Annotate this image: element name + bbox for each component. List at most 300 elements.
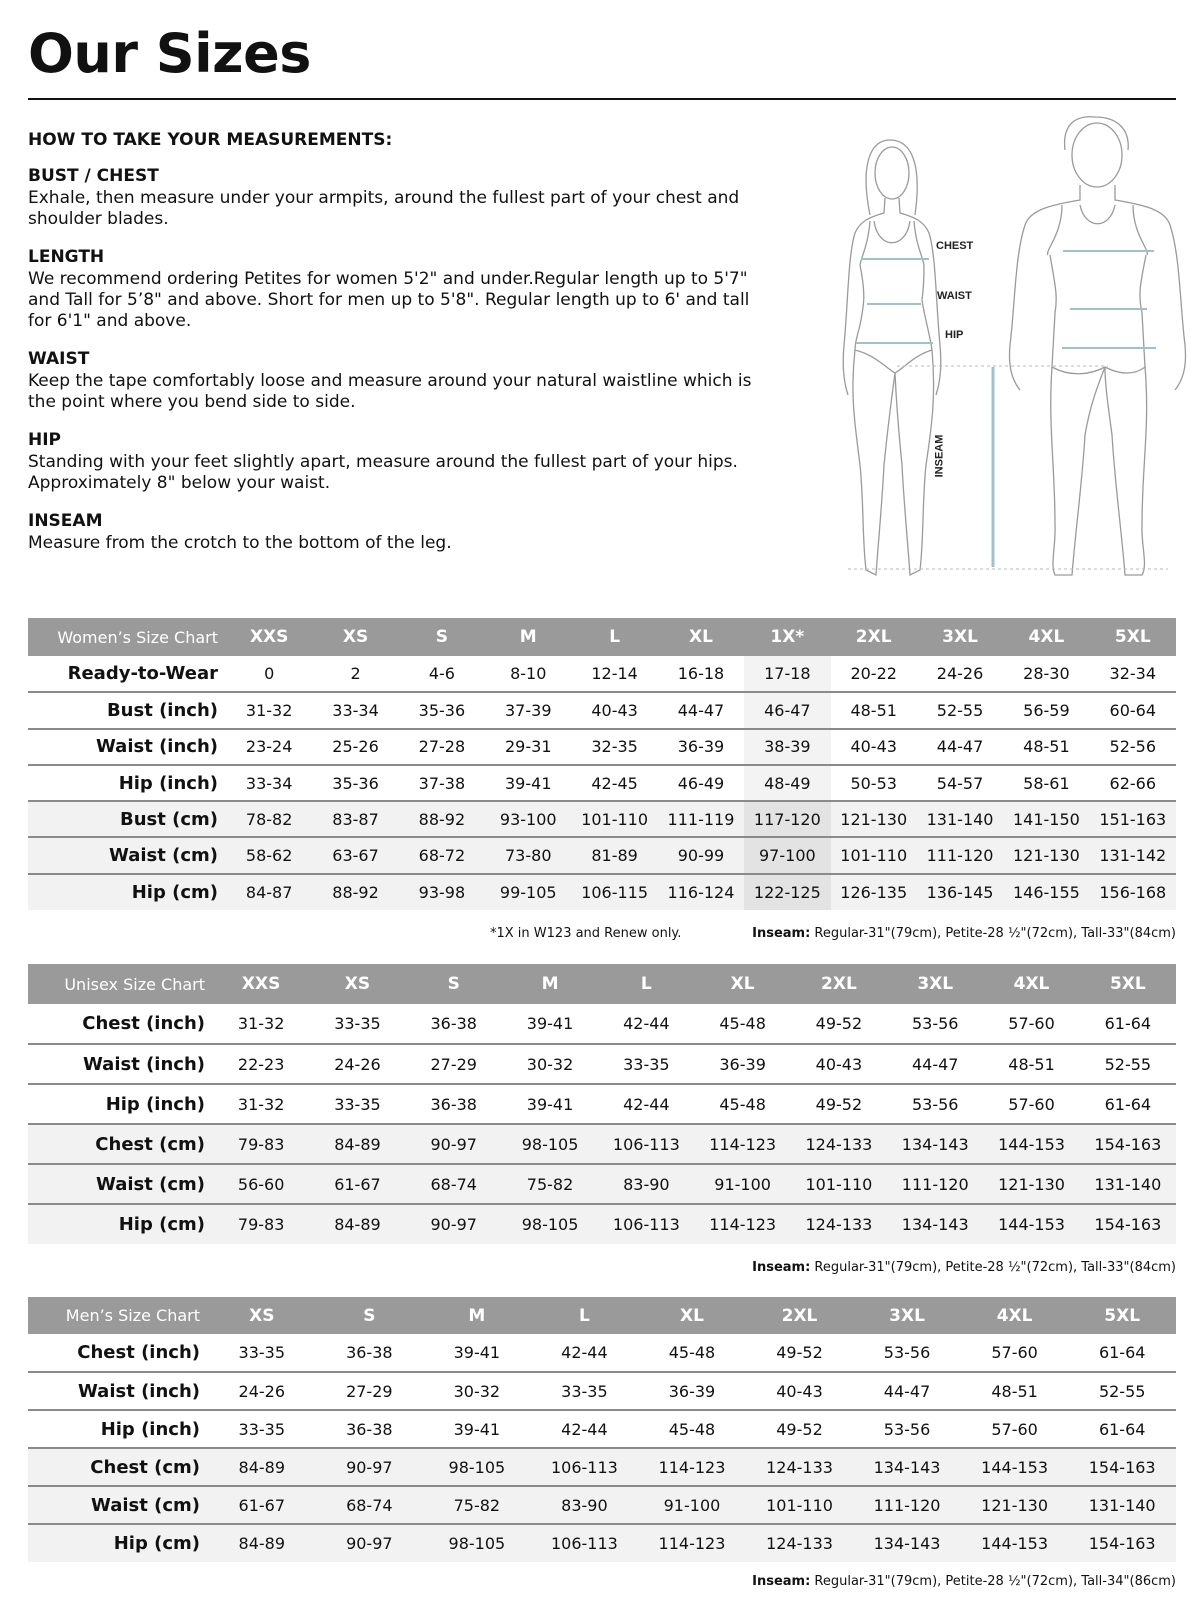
- table-row: [28, 1448, 1176, 1486]
- size-header: 2XL: [746, 1297, 854, 1334]
- table-cell: 61-64: [1080, 1084, 1176, 1124]
- size-header: XS: [208, 1297, 316, 1334]
- table-cell: 154-163: [1080, 1204, 1176, 1244]
- table-cell: 37-38: [399, 765, 485, 801]
- table-row: [28, 1124, 1176, 1164]
- row-label: Waist (inch): [28, 1372, 208, 1410]
- row-label: Hip (cm): [28, 1524, 208, 1562]
- table-row: [28, 1524, 1176, 1562]
- size-header: XL: [658, 618, 744, 656]
- table-cell: 31-32: [213, 1084, 309, 1124]
- size-header: S: [406, 964, 502, 1004]
- section-text: Exhale, then measure under your armpits, around the fullest part of your chest and shoulder blades.: [28, 188, 740, 229]
- chest-label: CHEST: [936, 240, 974, 252]
- table-cell: 116-124: [658, 874, 744, 910]
- table-cell: 84-89: [208, 1448, 316, 1486]
- table-cell: 124-133: [791, 1204, 887, 1244]
- table-cell: 88-92: [312, 874, 398, 910]
- chart-title: Women’s Size Chart: [28, 618, 226, 656]
- table-cell: 36-39: [638, 1372, 746, 1410]
- table-cell: 16-18: [677, 664, 725, 684]
- table-cell: 90-99: [658, 837, 744, 873]
- table-cell: 84-89: [208, 1524, 316, 1562]
- size-header: XS: [309, 964, 405, 1004]
- size-header: 3XL: [887, 964, 983, 1004]
- table-row: [28, 1044, 1176, 1084]
- table-cell: 48-51: [983, 1044, 1079, 1084]
- table-cell: 111-120: [917, 837, 1003, 873]
- table-row: [28, 1204, 1176, 1244]
- table-cell: 42-44: [531, 1410, 639, 1448]
- table-cell: 68-74: [406, 1164, 502, 1204]
- row-label: Waist (cm): [28, 837, 226, 873]
- size-header: 4XL: [961, 1297, 1069, 1334]
- table-cell: 46-49: [658, 765, 744, 801]
- table-cell: 42-44: [598, 1084, 694, 1124]
- table-cell: 39-41: [526, 1014, 574, 1033]
- table-cell: 134-143: [853, 1524, 961, 1562]
- row-label: Hip (inch): [28, 1410, 208, 1448]
- table-cell: 90-97: [406, 1204, 502, 1244]
- table-row: [28, 692, 1176, 728]
- table-cell: 27-29: [406, 1044, 502, 1084]
- table-cell: 49-52: [746, 1410, 854, 1448]
- row-label: Bust (cm): [28, 801, 226, 837]
- size-header: S: [316, 1297, 424, 1334]
- table-row: [28, 1486, 1176, 1524]
- size-header: 5XL: [1080, 964, 1176, 1004]
- table-cell: 56-59: [1003, 692, 1089, 728]
- table-cell: 101-110: [571, 801, 657, 837]
- table-cell: 36-38: [346, 1343, 393, 1362]
- table-cell: 40-43: [746, 1372, 854, 1410]
- table-header-row: [28, 1297, 1176, 1334]
- womens-size-chart-table: [28, 618, 1176, 910]
- table-cell: 63-67: [312, 837, 398, 873]
- inseam-note: [752, 926, 1176, 941]
- table-cell: 79-83: [213, 1124, 309, 1164]
- table-cell: 44-47: [853, 1372, 961, 1410]
- size-header: M: [502, 964, 598, 1004]
- size-header: S: [399, 618, 485, 656]
- table-cell: 39-41: [502, 1084, 598, 1124]
- size-header: L: [571, 618, 657, 656]
- size-header: 1X*: [744, 618, 830, 656]
- table-cell: 93-100: [485, 801, 571, 837]
- instructions-heading: HOW TO TAKE YOUR MEASUREMENTS:: [28, 130, 393, 150]
- table-cell: 33-35: [598, 1044, 694, 1084]
- table-cell: 39-41: [485, 765, 571, 801]
- table-cell: 25-26: [312, 729, 398, 765]
- table-cell: 28-30: [1023, 664, 1070, 684]
- table-cell: 49-52: [791, 1084, 887, 1124]
- table-cell: 32-35: [571, 729, 657, 765]
- size-header: 2XL: [831, 618, 917, 656]
- table-cell: 58-62: [226, 837, 312, 873]
- table-cell: 90-97: [316, 1524, 424, 1562]
- table-cell: 35-36: [399, 692, 485, 728]
- table-cell: 24-26: [936, 664, 984, 684]
- table-row: [28, 656, 1176, 692]
- section-title: BUST / CHEST: [28, 166, 159, 186]
- table-cell: 40-43: [831, 729, 917, 765]
- table-cell: 62-66: [1090, 765, 1176, 801]
- table-cell: 39-41: [423, 1410, 531, 1448]
- table-cell: 73-80: [485, 837, 571, 873]
- table-cell: 44-47: [887, 1044, 983, 1084]
- inseam-note: [752, 1574, 1176, 1589]
- table-cell: 61-64: [1098, 1343, 1146, 1362]
- table-cell: 38-39: [744, 729, 830, 765]
- table-row: [28, 765, 1176, 801]
- table-cell: 121-130: [831, 801, 917, 837]
- table-cell: 134-143: [887, 1124, 983, 1164]
- table-cell: 48-51: [1003, 729, 1089, 765]
- table-cell: 124-133: [746, 1524, 854, 1562]
- section-waist: [28, 349, 768, 413]
- section-title: HIP: [28, 430, 62, 450]
- table-cell: 117-120: [744, 801, 830, 837]
- table-cell: 98-105: [502, 1124, 598, 1164]
- chart-title: Men’s Size Chart: [28, 1297, 208, 1334]
- table-cell: 4-6: [428, 664, 455, 684]
- table-cell: 32-34: [1109, 664, 1157, 684]
- row-label: Waist (cm): [28, 1486, 208, 1524]
- table-cell: 79-83: [213, 1204, 309, 1244]
- table-cell: 136-145: [917, 874, 1003, 910]
- table-cell: 111-120: [887, 1164, 983, 1204]
- table-row: [28, 1164, 1176, 1204]
- table-cell: 17-18: [744, 656, 830, 692]
- table-cell: 36-38: [406, 1084, 502, 1124]
- table-row: [28, 801, 1176, 837]
- table-cell: 144-153: [961, 1524, 1069, 1562]
- table-cell: 106-113: [598, 1204, 694, 1244]
- table-cell: 44-47: [917, 729, 1003, 765]
- table-cell: 144-153: [961, 1448, 1069, 1486]
- table-cell: 33-34: [312, 692, 398, 728]
- measurement-instructions: [28, 130, 768, 571]
- table-cell: 23-24: [226, 729, 312, 765]
- man-figure-icon: [1009, 117, 1185, 575]
- table-cell: 111-119: [658, 801, 744, 837]
- inseam-note-text: Regular-31"(79cm), Petite-28 ½"(72cm), Tall-33"(84cm): [810, 926, 1176, 941]
- row-label: Bust (inch): [28, 692, 226, 728]
- size-header: 5XL: [1090, 618, 1176, 656]
- table-cell: 121-130: [983, 1164, 1079, 1204]
- table-cell: 37-39: [485, 692, 571, 728]
- table-cell: 93-98: [399, 874, 485, 910]
- row-label: Ready-to-Wear: [67, 663, 218, 685]
- table-cell: 30-32: [423, 1372, 531, 1410]
- table-cell: 52-56: [1090, 729, 1176, 765]
- table-cell: 61-64: [1068, 1410, 1176, 1448]
- table-cell: 98-105: [423, 1524, 531, 1562]
- size-header: 3XL: [853, 1297, 961, 1334]
- table-cell: 53-56: [911, 1014, 959, 1033]
- table-cell: 141-150: [1003, 801, 1089, 837]
- section-title: LENGTH: [28, 247, 105, 267]
- table-cell: 90-97: [316, 1448, 424, 1486]
- table-cell: 33-35: [309, 1084, 405, 1124]
- table-cell: 83-90: [531, 1486, 639, 1524]
- table-cell: 90-97: [406, 1124, 502, 1164]
- table-header-row: [28, 618, 1176, 656]
- table-cell: 42-45: [571, 765, 657, 801]
- table-cell: 101-110: [746, 1486, 854, 1524]
- table-cell: 97-100: [744, 837, 830, 873]
- table-cell: 35-36: [312, 765, 398, 801]
- waist-label: WAIST: [937, 290, 972, 302]
- table-cell: 124-133: [746, 1448, 854, 1486]
- table-cell: 154-163: [1068, 1524, 1176, 1562]
- table-cell: 45-48: [694, 1084, 790, 1124]
- row-label: Waist (cm): [28, 1164, 213, 1204]
- row-label: Hip (cm): [28, 1204, 213, 1244]
- table-cell: 75-82: [423, 1486, 531, 1524]
- table-cell: 124-133: [791, 1124, 887, 1164]
- table-cell: 101-110: [831, 837, 917, 873]
- table-cell: 154-163: [1068, 1448, 1176, 1486]
- size-header: XXS: [226, 618, 312, 656]
- row-label: Chest (inch): [77, 1342, 200, 1363]
- inseam-note-text: Regular-31"(79cm), Petite-28 ½"(72cm), Tall-33"(84cm): [810, 1260, 1176, 1275]
- table-cell: 36-39: [658, 729, 744, 765]
- table-row: [28, 1372, 1176, 1410]
- table-cell: 75-82: [502, 1164, 598, 1204]
- table-cell: 33-35: [238, 1343, 286, 1362]
- section-text: Measure from the crotch to the bottom of the leg.: [28, 533, 452, 553]
- page-title: Our Sizes: [28, 22, 311, 85]
- table-cell: 53-56: [853, 1410, 961, 1448]
- inseam-label: INSEAM: [933, 434, 946, 478]
- section-title: INSEAM: [28, 511, 103, 531]
- table-cell: 52-55: [1080, 1044, 1176, 1084]
- table-cell: 144-153: [983, 1204, 1079, 1244]
- table-cell: 114-123: [694, 1124, 790, 1164]
- table-row: [28, 1084, 1176, 1124]
- woman-measure-lines: [856, 259, 933, 343]
- table-row: [28, 729, 1176, 765]
- size-header: XS: [312, 618, 398, 656]
- table-cell: 22-23: [213, 1044, 309, 1084]
- size-header: 4XL: [1003, 618, 1089, 656]
- table-cell: 27-29: [316, 1372, 424, 1410]
- table-cell: 0: [264, 664, 275, 684]
- table-cell: 45-48: [638, 1410, 746, 1448]
- table-cell: 31-32: [237, 1014, 285, 1033]
- table-cell: 12-14: [591, 664, 638, 684]
- table-cell: 126-135: [831, 874, 917, 910]
- size-header: L: [531, 1297, 639, 1334]
- table-cell: 45-48: [668, 1343, 716, 1362]
- size-header: XXS: [213, 964, 309, 1004]
- table-cell: 114-123: [638, 1448, 746, 1486]
- hip-label: HIP: [945, 329, 964, 341]
- table-cell: 36-39: [694, 1044, 790, 1084]
- table-cell: 27-28: [399, 729, 485, 765]
- table-cell: 154-163: [1080, 1124, 1176, 1164]
- table-row: [28, 1004, 1176, 1044]
- woman-figure-icon: [843, 140, 941, 575]
- table-cell: 50-53: [831, 765, 917, 801]
- row-label: Hip (inch): [28, 765, 226, 801]
- table-cell: 57-60: [983, 1084, 1079, 1124]
- table-cell: 58-61: [1003, 765, 1089, 801]
- mens-size-chart-table: [28, 1297, 1176, 1562]
- section-hip: [28, 430, 768, 494]
- inseam-note-label: Inseam:: [752, 1574, 811, 1589]
- table-cell: 106-113: [598, 1124, 694, 1164]
- table-row: [28, 1410, 1176, 1448]
- table-cell: 84-89: [309, 1124, 405, 1164]
- size-header: 4XL: [983, 964, 1079, 1004]
- row-label: Chest (cm): [28, 1448, 208, 1486]
- table-cell: 61-67: [309, 1164, 405, 1204]
- table-cell: 40-43: [791, 1044, 887, 1084]
- table-cell: 68-74: [316, 1486, 424, 1524]
- table-cell: 33-34: [226, 765, 312, 801]
- table-cell: 121-130: [1003, 837, 1089, 873]
- table-cell: 42-44: [623, 1014, 670, 1033]
- table-cell: 24-26: [208, 1372, 316, 1410]
- table-cell: 98-105: [423, 1448, 531, 1486]
- table-header-row: [28, 964, 1176, 1004]
- section-text: Standing with your feet slightly apart, measure around the fullest part of your hips. Approximately 8" below your waist.: [28, 452, 738, 493]
- table-cell: 121-130: [961, 1486, 1069, 1524]
- table-cell: 134-143: [887, 1204, 983, 1244]
- section-bust-chest: [28, 166, 768, 230]
- table-cell: 106-115: [571, 874, 657, 910]
- table-cell: 91-100: [638, 1486, 746, 1524]
- table-cell: 57-60: [1008, 1014, 1055, 1033]
- table-cell: 36-38: [316, 1410, 424, 1448]
- table-cell: 144-153: [983, 1124, 1079, 1164]
- table-cell: 33-35: [531, 1372, 639, 1410]
- row-label: Hip (cm): [28, 874, 226, 910]
- table-cell: 33-35: [334, 1014, 381, 1033]
- row-label: Hip (inch): [28, 1084, 213, 1124]
- row-label: Chest (cm): [28, 1124, 213, 1164]
- table-cell: 156-168: [1090, 874, 1176, 910]
- table-cell: 131-142: [1090, 837, 1176, 873]
- man-measure-lines: [1062, 251, 1156, 348]
- table-cell: 83-87: [312, 801, 398, 837]
- table-cell: 98-105: [502, 1204, 598, 1244]
- table-cell: 48-51: [961, 1372, 1069, 1410]
- table-cell: 8-10: [510, 664, 547, 684]
- inseam-note: [752, 1260, 1176, 1275]
- table-cell: 20-22: [850, 664, 897, 684]
- table-cell: 61-64: [1104, 1014, 1152, 1033]
- table-cell: 44-47: [658, 692, 744, 728]
- footnote: *1X in W123 and Renew only.: [490, 926, 682, 941]
- table-cell: 60-64: [1090, 692, 1176, 728]
- table-cell: 40-43: [571, 692, 657, 728]
- table-cell: 83-90: [598, 1164, 694, 1204]
- unisex-size-chart-table: [28, 964, 1176, 1244]
- table-cell: 2: [350, 664, 361, 684]
- table-cell: 48-51: [831, 692, 917, 728]
- table-cell: 57-60: [961, 1410, 1069, 1448]
- table-cell: 101-110: [791, 1164, 887, 1204]
- table-cell: 24-26: [309, 1044, 405, 1084]
- table-row: [28, 1334, 1176, 1372]
- size-header: XL: [638, 1297, 746, 1334]
- table-cell: 57-60: [991, 1343, 1038, 1362]
- table-cell: 68-72: [399, 837, 485, 873]
- table-cell: 78-82: [226, 801, 312, 837]
- table-cell: 46-47: [744, 692, 830, 728]
- table-cell: 122-125: [744, 874, 830, 910]
- table-cell: 53-56: [883, 1343, 931, 1362]
- inseam-note-text: Regular-31"(79cm), Petite-28 ½"(72cm), Tall-34"(86cm): [810, 1574, 1176, 1589]
- table-cell: 134-143: [853, 1448, 961, 1486]
- table-cell: 91-100: [694, 1164, 790, 1204]
- table-cell: 88-92: [399, 801, 485, 837]
- table-cell: 53-56: [887, 1084, 983, 1124]
- table-cell: 56-60: [213, 1164, 309, 1204]
- inseam-note-label: Inseam:: [752, 926, 811, 941]
- table-cell: 81-89: [571, 837, 657, 873]
- row-label: Waist (inch): [28, 729, 226, 765]
- section-title: WAIST: [28, 349, 90, 369]
- size-header: 2XL: [791, 964, 887, 1004]
- row-label: Chest (inch): [82, 1013, 205, 1034]
- table-cell: 106-113: [531, 1524, 639, 1562]
- table-cell: 111-120: [853, 1486, 961, 1524]
- section-text: We recommend ordering Petites for women 5'2" and under.Regular length up to 5'7" and Tall for 5’8" and above. Short for men up to 5'8". Regular length up to 6' and tall for 6'1" and above.: [28, 269, 750, 331]
- table-cell: 54-57: [917, 765, 1003, 801]
- inseam-note-label: Inseam:: [752, 1260, 811, 1275]
- table-cell: 39-41: [453, 1343, 501, 1362]
- table-cell: 114-123: [694, 1204, 790, 1244]
- size-header: M: [423, 1297, 531, 1334]
- table-cell: 84-89: [309, 1204, 405, 1244]
- row-label: Waist (inch): [28, 1044, 213, 1084]
- table-row: [28, 874, 1176, 910]
- table-cell: 131-140: [917, 801, 1003, 837]
- table-cell: 49-52: [815, 1014, 863, 1033]
- table-cell: 106-113: [531, 1448, 639, 1486]
- body-outline-illustration: [800, 105, 1190, 595]
- table-row: [28, 837, 1176, 873]
- table-cell: 52-55: [1068, 1372, 1176, 1410]
- title-divider: [28, 98, 1176, 100]
- table-cell: 99-105: [485, 874, 571, 910]
- table-cell: 52-55: [917, 692, 1003, 728]
- table-cell: 29-31: [485, 729, 571, 765]
- size-header: 5XL: [1068, 1297, 1176, 1334]
- table-cell: 42-44: [561, 1343, 608, 1362]
- table-cell: 31-32: [226, 692, 312, 728]
- chart-title: Unisex Size Chart: [28, 964, 213, 1004]
- table-cell: 33-35: [208, 1410, 316, 1448]
- section-text: Keep the tape comfortably loose and measure around your natural waistline which is the point where you bend side to side.: [28, 371, 752, 412]
- table-cell: 131-140: [1068, 1486, 1176, 1524]
- table-cell: 49-52: [776, 1343, 823, 1362]
- table-cell: 45-48: [719, 1014, 766, 1033]
- size-header: 3XL: [917, 618, 1003, 656]
- table-cell: 36-38: [430, 1014, 477, 1033]
- table-cell: 131-140: [1080, 1164, 1176, 1204]
- table-cell: 30-32: [502, 1044, 598, 1084]
- table-cell: 48-49: [744, 765, 830, 801]
- size-header: XL: [694, 964, 790, 1004]
- table-cell: 146-155: [1003, 874, 1089, 910]
- section-length: [28, 247, 768, 332]
- table-cell: 151-163: [1090, 801, 1176, 837]
